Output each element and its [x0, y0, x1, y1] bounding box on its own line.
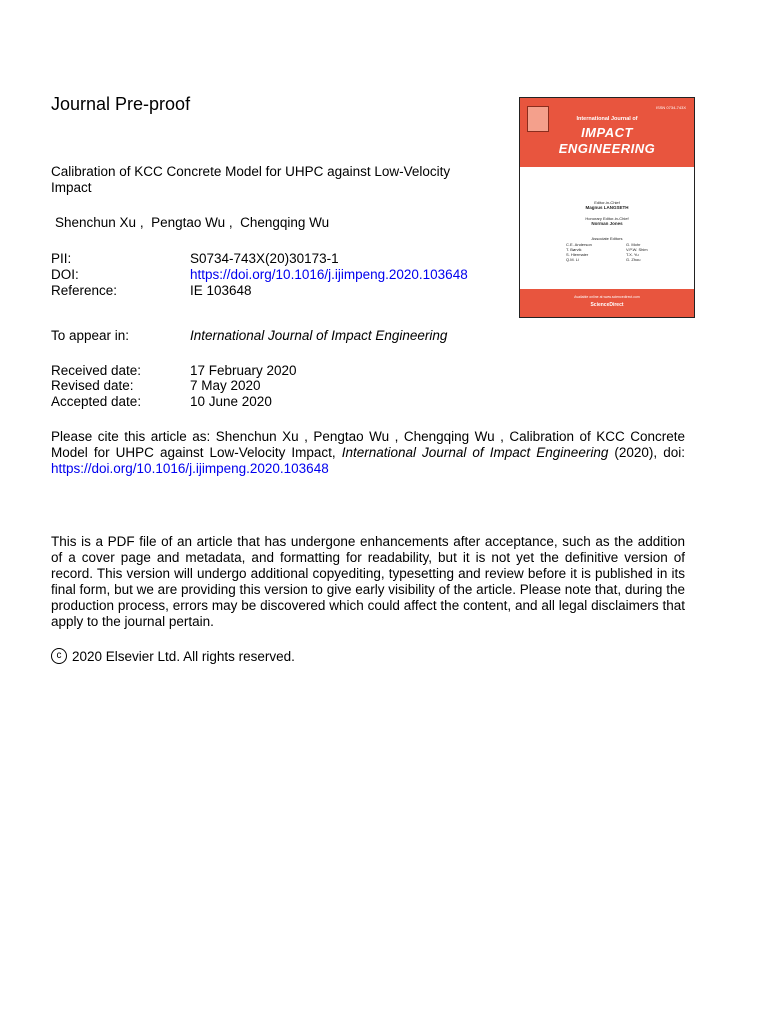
- revised-value: 7 May 2020: [190, 378, 261, 393]
- copyright-line: [51, 648, 295, 664]
- cover-editor-band: [520, 167, 694, 289]
- revised-label: Revised date:: [51, 378, 134, 393]
- doi-label: DOI:: [51, 267, 79, 282]
- copyright-text: 2020 Elsevier Ltd. All rights reserved.: [72, 648, 295, 664]
- appear-value: International Journal of Impact Engineering: [190, 328, 448, 343]
- journal-pre-proof-heading: Journal Pre-proof: [51, 94, 191, 114]
- journal-cover-image: [519, 97, 695, 318]
- citation-year: (2020), doi:: [608, 445, 685, 460]
- copyright-icon: c: [51, 648, 67, 664]
- cover-honorary-role: Honorary Editor-in-Chief: [585, 216, 629, 221]
- cover-editor-name: Magnus LANGSETH: [585, 205, 629, 210]
- cover-editors-left: C.E. Anderson T. Børvik S. Hiermaier Q.M. Li: [566, 242, 592, 262]
- accepted-label: Accepted date:: [51, 394, 142, 409]
- pii-value: S0734-743X(20)30173-1: [190, 251, 339, 266]
- article-authors: Shenchun Xu , Pengtao Wu , Chengqing Wu: [55, 215, 330, 230]
- cover-issn: ISSN 0734-743X: [655, 105, 686, 110]
- article-title: Calibration of KCC Concrete Model for UHPC against Low-Velocity Impact: [51, 164, 451, 195]
- citation-paragraph: [51, 429, 685, 477]
- reference-label: Reference:: [51, 283, 118, 298]
- doi-link[interactable]: https://doi.org/10.1016/j.ijimpeng.2020.103648: [190, 267, 468, 282]
- citation-journal: International Journal of Impact Engineering: [341, 445, 609, 460]
- cover-honorary-name: Norman Jones: [591, 221, 623, 226]
- cover-title-line2: ENGINEERING: [558, 141, 656, 156]
- received-value: 17 February 2020: [190, 363, 297, 378]
- cover-associate-role: Associate Editors: [591, 236, 623, 241]
- cover-title-line1: IMPACT: [581, 125, 633, 140]
- disclaimer-paragraph: This is a PDF file of an article that has undergone enhancements after acceptance, such as the addition of a cover page and metadata, and formatting for readability, but it is not yet the definitive version of record. This version will undergo additional copyediting, typesetting and review before it is published in its final form, but we are providing this version to give early visibility of the article. Please note that, during the production process, errors may be discovered which could affect the content, and all legal disclaimers that apply to the journal pertain.: [51, 534, 685, 629]
- citation-prefix: Please cite this article as: Shenchun Xu , Pengtao Wu , Chengqing Wu , Calibration of KCC Concrete Model for UHPC against Low-Velocity Impact,: [51, 429, 685, 460]
- citation-doi-link[interactable]: https://doi.org/10.1016/j.ijimpeng.2020.103648: [51, 461, 329, 476]
- cover-footer-small: Available online at www.sciencedirect.com: [574, 295, 640, 299]
- appear-label: To appear in:: [51, 328, 130, 343]
- reference-value: IE 103648: [190, 283, 252, 298]
- cover-editors-right: G. Mohr V.P.W. Shim T.X. Yu G. Zhou: [626, 242, 648, 262]
- pii-label: PII:: [51, 251, 72, 266]
- received-label: Received date:: [51, 363, 142, 378]
- cover-editor-role: Editor-in-Chief: [594, 200, 620, 205]
- cover-pre-title: International Journal of: [576, 116, 638, 122]
- accepted-value: 10 June 2020: [190, 394, 272, 409]
- cover-footer-brand: ScienceDirect: [590, 302, 624, 308]
